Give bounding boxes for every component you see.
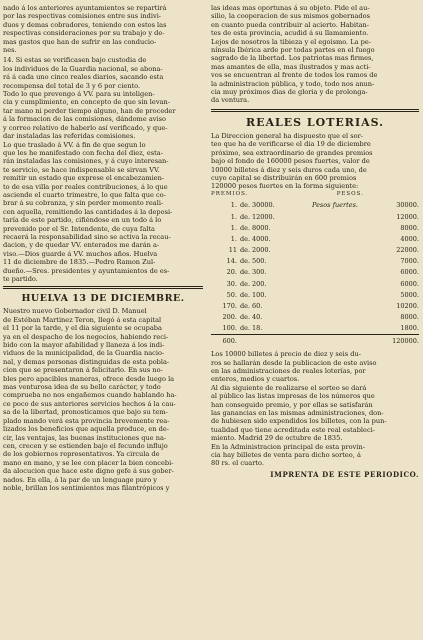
prize-de: de. <box>240 313 251 322</box>
text-line: lizados los beneficios que aquella produce, en de- <box>3 425 169 434</box>
prize-de: de. <box>240 234 251 243</box>
text-line: Lo que traslado á VV. á fin de que segun lo <box>3 140 146 149</box>
prize-count: 11 <box>228 246 237 255</box>
prize-de: de. <box>240 201 251 210</box>
text-line: mas gastos que han de sufrir en las conducio- <box>3 37 157 46</box>
text-line: remitir un estado que exprese el encabezamien- <box>3 174 165 183</box>
text-line: rán instaladas las comisiones, y á cuyo interesan- <box>3 157 169 166</box>
prize-de: de. <box>240 302 251 310</box>
prizes-header: PREMIOS. <box>211 190 249 197</box>
prize-de: de. <box>240 223 251 232</box>
prize-row <box>211 323 419 335</box>
text-line: las ideas mas oportunas á su objeto. Pide el au- <box>211 4 370 12</box>
prize-total: 22000. <box>396 246 419 255</box>
right-paragraph-1 <box>211 4 419 105</box>
text-line: el 11 por la tarde, y el dia siguiente se ocupaba <box>3 324 162 333</box>
prize-count: 200. <box>222 313 237 322</box>
text-line: de hubiesen sido expendidos los billetes, con la pun- <box>211 417 387 426</box>
right-paragraph-2 <box>211 132 419 191</box>
text-line: y correo relativo de haberlo así verificado, y que- <box>3 123 168 132</box>
text-line: nínsula Ibérica arde por todas partes en el fuego <box>211 46 375 55</box>
prize-de: de. <box>240 290 251 299</box>
text-line: Al dia siguiente de realizarse el sorteo se dará <box>211 383 367 392</box>
text-line: dacion, y de quedar VV. enterados me darán a- <box>3 241 160 250</box>
prize-sum-row <box>211 334 419 346</box>
prize-count: 100. <box>222 324 237 333</box>
prize-de: de. <box>240 212 251 221</box>
text-line: nal, y demas personas distinguidas de esta pobla- <box>3 357 170 366</box>
prize-row <box>211 244 419 255</box>
prize-de: de. <box>240 324 251 333</box>
prize-amount: 500. <box>252 257 267 266</box>
text-line: dar instaladas las referidas comisiones. <box>3 132 136 141</box>
text-line: to de esa villa por reales contribuciones, á lo que <box>3 182 168 191</box>
text-line: en las administraciones de reales loterías, por <box>211 366 366 375</box>
prize-total: 8000. <box>400 223 419 232</box>
text-line: duos y demas cobradores, teniendo con estos las <box>3 20 167 29</box>
dot-leader <box>312 323 364 335</box>
prize-row <box>211 289 419 300</box>
prize-total: 6000. <box>400 268 419 277</box>
text-line: á la formacion de las comisiones, dándome aviso <box>3 115 166 124</box>
prize-total: 30000. <box>396 201 419 210</box>
text-line: mano en mano, y se lee con placer la bien concebi- <box>3 458 174 467</box>
prize-row <box>211 256 419 267</box>
prize-amount: 300. <box>252 268 267 277</box>
prize-row <box>211 312 419 323</box>
text-line: por las respectivas comisiones entre sus indivi- <box>3 12 162 21</box>
text-line: respectivas consideraciones por su trabajo y de- <box>3 29 165 38</box>
text-line: En la Administracion principal de esta provin- <box>211 442 365 451</box>
text-line: recompensa del total de 3 y 6 por ciento. <box>3 81 141 90</box>
prize-de: de. <box>240 246 251 255</box>
text-line: recaerá la responsabilidad sino se activa la recau- <box>3 232 171 241</box>
text-line: de los gobiernos representativos. Ya circula de <box>3 450 160 459</box>
text-line: cen, crecen y se estienden bajo el fecundo influjo <box>3 441 168 450</box>
text-line: comprueba no nos engañemos cuando hablando ha- <box>3 391 177 400</box>
text-line: cen aquella, remitiendo las cantidades á la deposi- <box>3 207 173 216</box>
left-column <box>3 4 203 492</box>
text-line: próximo, sea extraordinario de grandes premios <box>211 148 373 157</box>
left-paragraph-1 <box>3 4 203 54</box>
dot-leader <box>312 267 364 278</box>
text-line: ros se hallarán desde la publicacion de este aviso <box>211 358 377 367</box>
text-line: de Estéban Martinez Teron, llegó á esta capital <box>3 315 162 324</box>
text-line: 10000 billetes á diez y seis duros cada uno, de <box>211 165 367 174</box>
text-line: han conseguido premio, y por ellas se satisfarán <box>211 400 373 409</box>
text-line: la administracion pública, y todo, todo nos anun- <box>211 79 375 88</box>
prize-total: 10200. <box>396 302 419 310</box>
section-divider <box>211 109 419 112</box>
prize-count: 50. <box>226 290 237 299</box>
text-line: cuyo capital se distribuirán en 600 premios <box>211 173 357 182</box>
text-line: las ganancias en las mismas administraciones, don- <box>211 409 384 417</box>
text-line: teo que ha de verificarse el dia 19 de diciembre <box>211 140 371 149</box>
prize-de: de. <box>240 257 251 266</box>
prize-total: 12000. <box>396 212 419 221</box>
text-line: La Direccion general ha dispuesto que el sor- <box>211 131 363 140</box>
prize-count: 1. <box>230 223 237 232</box>
text-line: tualidad que tiene acreditada este real estableci- <box>211 425 375 434</box>
prize-count: 20. <box>226 268 237 277</box>
prize-count: 1. <box>230 234 237 243</box>
sum-total: 120000. <box>364 334 419 346</box>
text-line: tes de esta provincia, acudid á su llamamiento. <box>211 29 369 38</box>
sum-spacer <box>237 334 364 346</box>
loterias-heading: REALES LOTERIAS. <box>245 115 385 129</box>
text-line: 120000 pesos fuertes en la forma siguiente: <box>211 182 359 191</box>
text-line: en cuanto pueda contribuir al acierto. Habitan- <box>211 20 370 29</box>
text-line: vos se encuentran al frente de todos los ramos de <box>211 71 378 80</box>
prize-row <box>211 233 419 244</box>
text-line: tar mano ni perder tiempo alguno, han de proceder <box>3 106 176 115</box>
text-line: que les he manifestado con fecha del diez, esta- <box>3 148 163 157</box>
text-line: miento. Madrid 29 de octubre de 1835. <box>211 434 343 443</box>
prize-row <box>211 222 419 233</box>
left-paragraph-2 <box>3 56 203 283</box>
dot-leader <box>312 300 364 311</box>
section-divider <box>3 286 203 289</box>
prize-amount: 100. <box>252 290 267 299</box>
dot-leader <box>312 256 364 267</box>
text-line: 14. Si estas se verificasen bajo custodia de <box>3 56 147 65</box>
text-line: viso.—Dios guarde á VV. muchos años. Huelva <box>3 249 158 258</box>
dot-leader <box>312 222 364 233</box>
prize-count: 30. <box>226 279 237 288</box>
dot-leader <box>312 312 364 323</box>
text-line: 80 rs. el cuarto. <box>211 459 264 468</box>
prize-total: 4000. <box>400 234 419 243</box>
text-line: cia muy próximos dias de gloria y de prolonga- <box>211 88 368 97</box>
pesos-header: PESOS. <box>336 190 364 197</box>
text-line: da ventura. <box>211 96 250 105</box>
left-paragraph-3 <box>3 307 203 492</box>
right-column <box>211 4 419 479</box>
text-line: te servicio, se hace indispensable se sirvan VV. <box>3 165 160 174</box>
text-line: los individuos de la Guardia nacional, se abona- <box>3 64 163 73</box>
text-line: brar á su cobranza, y sin perder momento reali- <box>3 199 164 208</box>
text-line: bles pero apacibles maneras, ofrece desde luego la <box>3 374 175 383</box>
prize-count: 14. <box>226 257 237 266</box>
prize-row <box>211 278 419 289</box>
text-line: silio, la cooperacion de sus mismos gobernados <box>211 12 370 21</box>
dot-leader <box>312 233 364 244</box>
dot-leader <box>312 211 364 222</box>
text-line: mas amantes de ella, mas ilustrados y mas acti- <box>211 62 371 71</box>
text-line: cion que se presentaron á felicitarlo. En sus no- <box>3 366 163 375</box>
prize-total: 8000. <box>400 313 419 322</box>
text-line: asciende el cuarto trimestre, lo que falta que co- <box>3 190 166 199</box>
text-line: cia y cumplimiento, en concepto de que sin levan- <box>3 98 170 107</box>
text-line: mas venturosa idea de su bello carácter, y todo <box>3 383 161 392</box>
prize-de: de. <box>240 279 251 288</box>
prize-count: 1. <box>230 212 237 221</box>
text-line: Los 10000 billetes á precio de diez y seis du- <box>211 350 361 359</box>
text-line: Lejos de nosotros la tibieza y el egoismo. La pe- <box>211 37 372 46</box>
prize-total: 6000. <box>400 279 419 288</box>
prize-amount: 60. <box>252 302 263 310</box>
prize-count: 1. <box>230 201 237 210</box>
sum-count: 600. <box>211 334 237 346</box>
text-line: Todo lo que prevengo á VV. para su inteligen- <box>3 90 155 99</box>
text-line: ce poco de sus anteriores servicios hechos á la cau- <box>3 399 176 408</box>
text-line: te partido. <box>3 275 38 283</box>
prize-amount: 40. <box>252 313 263 322</box>
text-line: 11 de diciembre de 1835.—Pedro Ramon Zul- <box>3 258 156 267</box>
text-line: prevenido por el Sr. Intendente, de cuya falta <box>3 224 155 233</box>
text-line: viduos de la municipalidad, de la Guardia nacio- <box>3 349 165 358</box>
huelva-heading: HUELVA 13 DE DICIEMBRE. <box>21 293 185 305</box>
prize-row <box>211 267 419 278</box>
prize-table <box>211 191 419 346</box>
text-line: cia hay billetes de venta para dicho sorteo, á <box>211 451 361 460</box>
text-line: enteros, medios y cuartos. <box>211 375 300 384</box>
prize-de: de. <box>240 268 251 277</box>
prize-total: 5000. <box>400 290 419 299</box>
text-line: nados. En ella, á la par de un lenguage puro y <box>3 475 158 484</box>
text-line: plado mando verá esta provincia brevemente rea- <box>3 416 170 425</box>
prize-amount: 8000. <box>252 223 271 232</box>
dot-leader <box>312 278 364 289</box>
text-line: Nuestro nuevo Gobernador civil D. Manuel <box>3 307 147 316</box>
text-line: ya en el despacho de los negocios, habiendo reci- <box>3 332 169 341</box>
text-line: da alocucion que hace este digno gefe á sus gober- <box>3 467 174 476</box>
text-line: noble, brillan los sentimientos mas filantrópicos y <box>3 483 170 492</box>
dot-leader <box>312 289 364 300</box>
text-line: rá á cada uno cinco reales diarios, sacando esta <box>3 73 164 82</box>
text-line: nes. <box>3 46 17 55</box>
text-line: cir, las ventajas, las buenas instituciones que na- <box>3 433 167 442</box>
text-line: bajo el fondo de 160000 pesos fuertes, valor de <box>211 157 370 166</box>
prize-amount: 12000. <box>252 212 275 221</box>
dot-leader <box>312 244 364 255</box>
text-line: dueño.—Sres. presidentes y ayuntamientos de es- <box>3 266 170 275</box>
text-line: bido con la mayor afabilidad y llaneza á los indi- <box>3 341 165 350</box>
text-line: sa de la libertad, pronosticamos que bajo su tem- <box>3 408 168 417</box>
prize-amount: 30000. <box>252 201 275 210</box>
prize-row <box>211 211 419 222</box>
text-line: taría de este partido, cifiéndose en un todo á lo <box>3 216 162 225</box>
prize-amount: 2000. <box>252 246 271 255</box>
prize-amount: 18. <box>252 324 263 333</box>
prize-total: 7000. <box>400 257 419 266</box>
prize-amount: 200. <box>252 279 267 288</box>
text-line: al público las listas impresas de los números que <box>211 392 375 401</box>
imprint-footer: IMPRENTA DE ESTE PERIODICO. <box>270 469 419 479</box>
pesos-fuertes-note: Pesos fuertes. <box>312 201 358 210</box>
prize-row <box>211 200 419 211</box>
text-line: sagrado de la libertad. Los patriotas mas firmes, <box>211 54 374 63</box>
prize-amount: 4000. <box>252 234 271 243</box>
prize-count: 170. <box>222 302 237 310</box>
text-line: nado á los anteriores ayuntamientos se repartirá <box>3 4 167 12</box>
prize-row <box>211 300 419 311</box>
right-paragraph-3 <box>211 350 419 468</box>
prize-total: 1800. <box>400 324 419 333</box>
